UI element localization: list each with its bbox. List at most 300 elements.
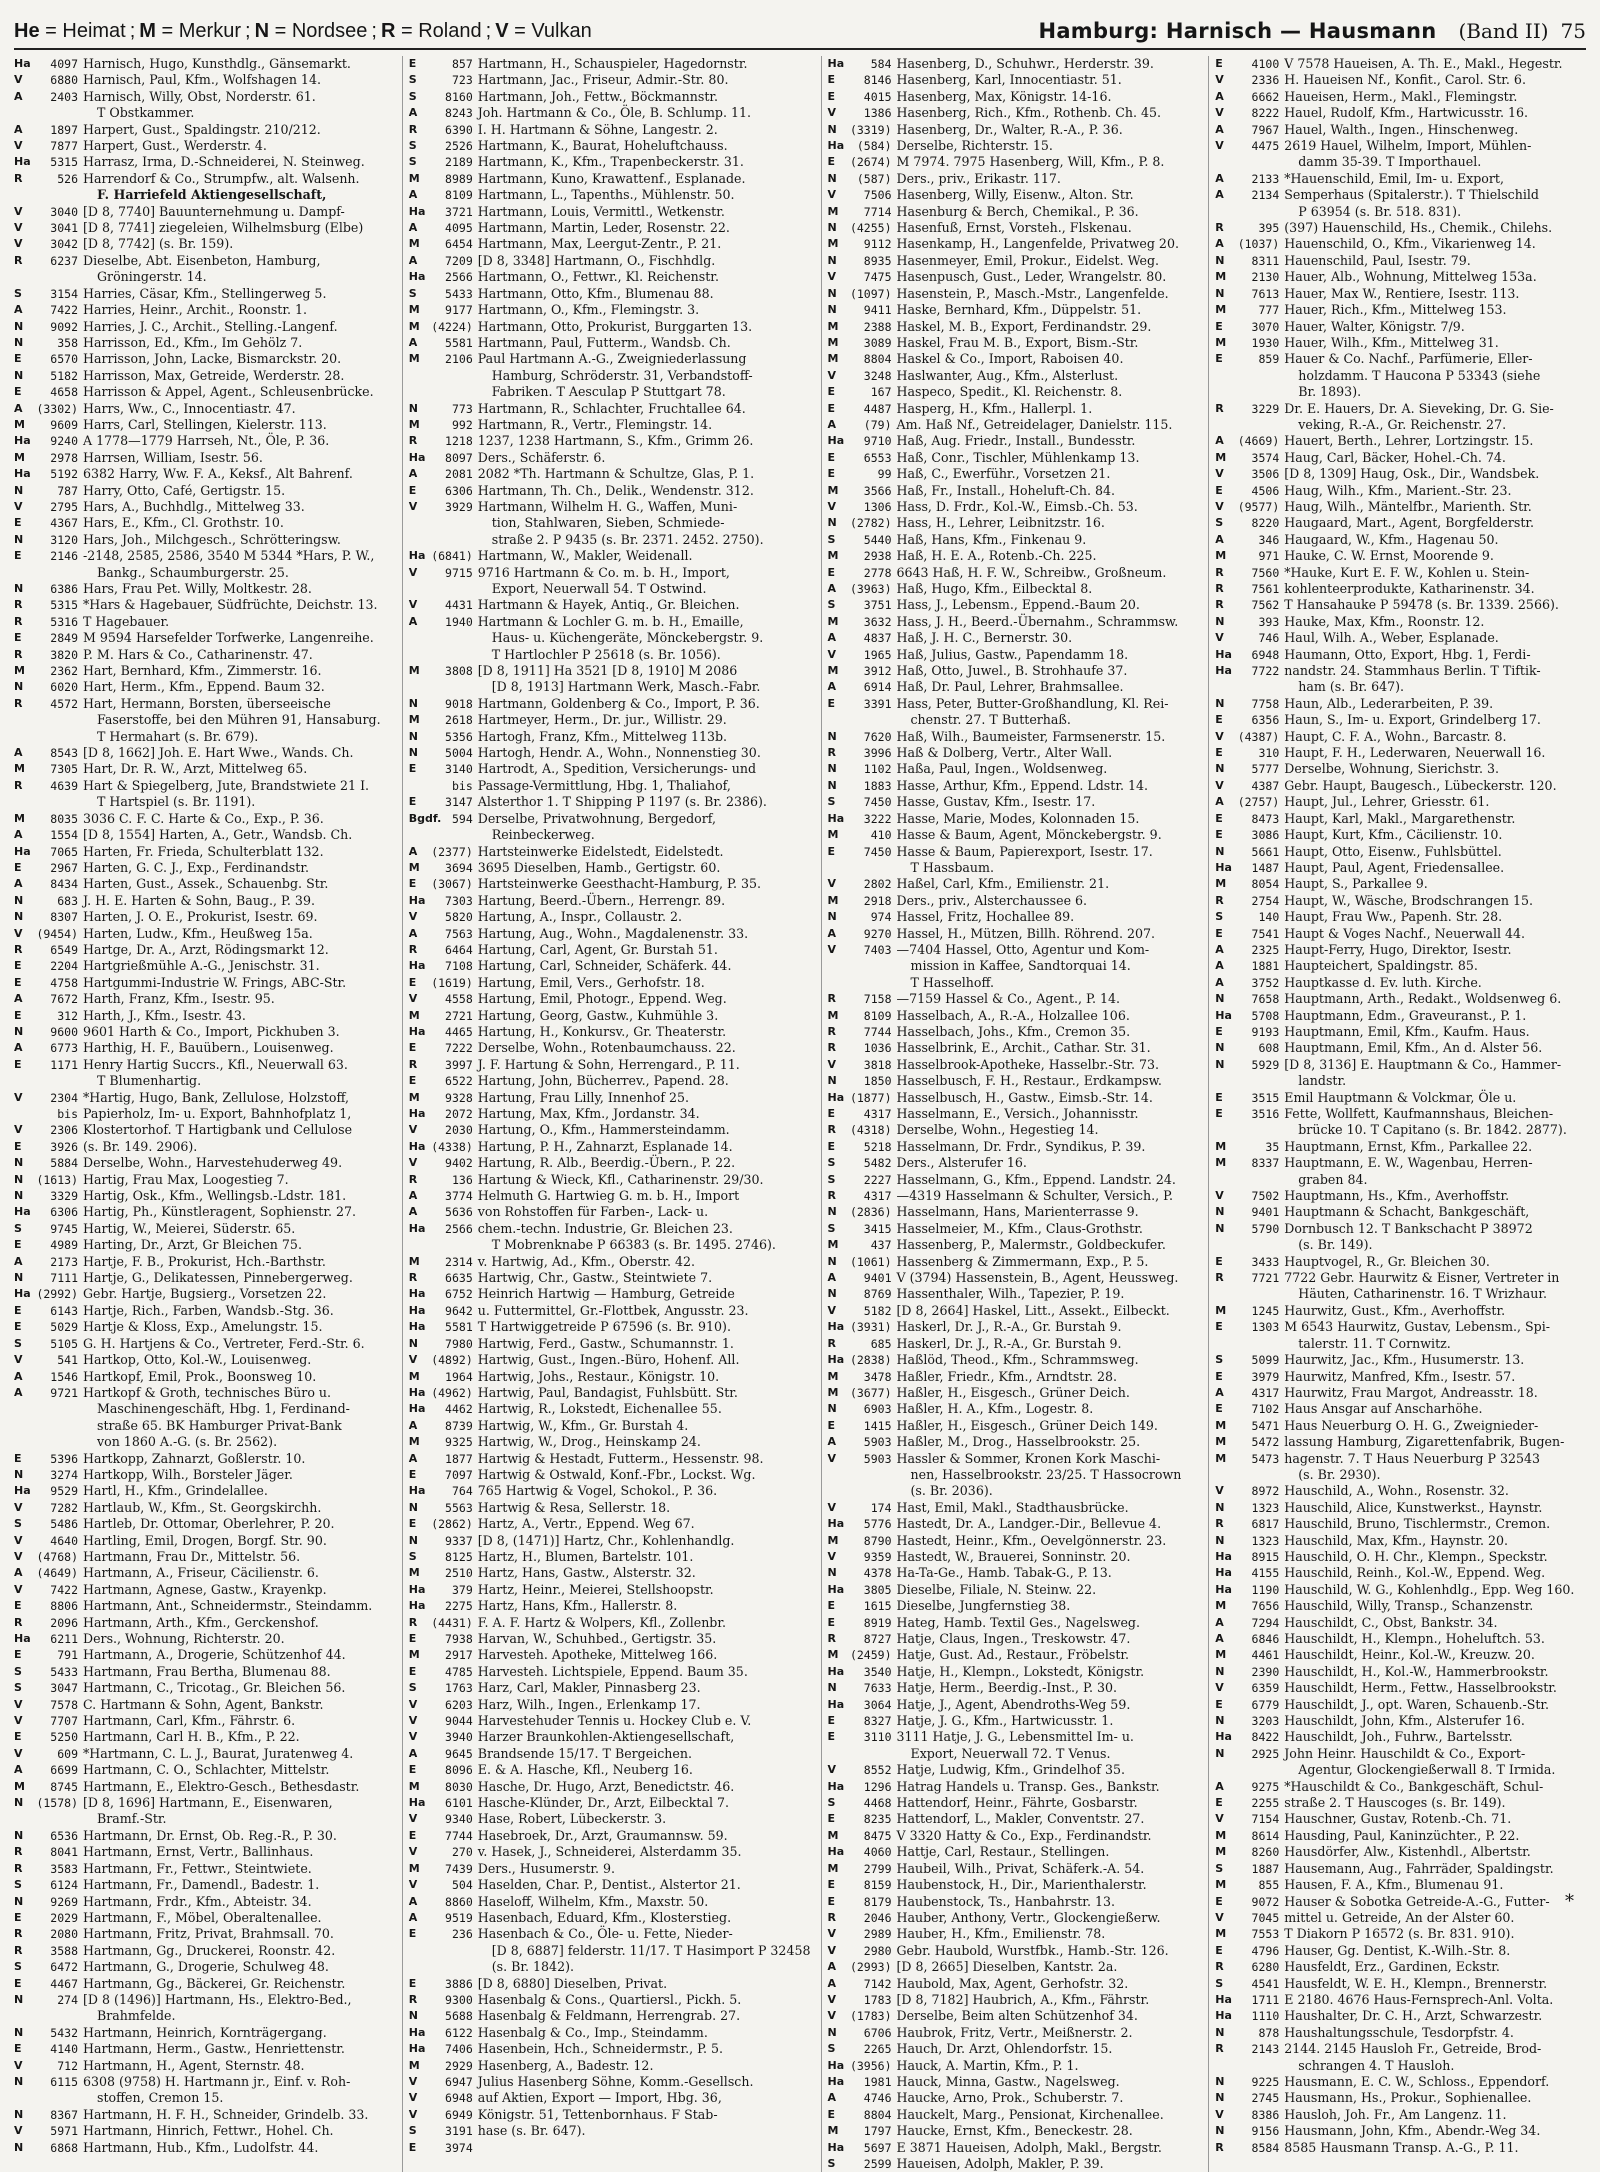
directory-entry bbox=[828, 105, 1199, 121]
directory-entry bbox=[409, 1615, 811, 1631]
entry-text: Hartig, Osk., Kfm., Wellingsb.-Ldstr. 181. bbox=[83, 1188, 347, 1204]
phone-number: 8769 bbox=[863, 1287, 892, 1302]
exchange-code: M bbox=[827, 319, 839, 333]
exchange-code: V bbox=[14, 1500, 23, 1514]
directory-entry bbox=[14, 1319, 392, 1335]
directory-entry bbox=[14, 1237, 392, 1253]
directory-entry bbox=[409, 1090, 811, 1106]
entry-text: Hartung, Beerd.-Übern., Herrengr. 89. bbox=[477, 892, 726, 908]
exchange-code: V bbox=[14, 1090, 23, 1104]
exchange-code: S bbox=[408, 155, 417, 169]
phone-number: (2838) bbox=[849, 1353, 892, 1368]
exchange-code: N bbox=[14, 1992, 24, 2006]
entry-text: Hauck, Minna, Gastw., Nagelsweg. bbox=[896, 2073, 1120, 2089]
exchange-code: Ha bbox=[408, 1582, 426, 1596]
directory-entry bbox=[14, 466, 392, 482]
exchange-code: R bbox=[1215, 2042, 1224, 2056]
exchange-code: V bbox=[827, 1451, 837, 1465]
exchange-code: N bbox=[1215, 2074, 1225, 2088]
entry-text: Harz, Wilh., Ingen., Erlenkamp 17. bbox=[477, 1696, 701, 1712]
entry-text: Harten, G. C. J., Exp., Ferdinandstr. bbox=[83, 859, 309, 875]
phone-number: 1850 bbox=[863, 1074, 892, 1089]
phone-number: 3540 bbox=[863, 1664, 892, 1679]
entry-text: Harth, J., Kfm., Isestr. 43. bbox=[83, 1007, 246, 1023]
directory-entry bbox=[828, 1090, 1199, 1106]
entry-text: Hart, Dr. R. W., Arzt, Mittelweg 65. bbox=[83, 761, 308, 777]
directory-entry bbox=[409, 1943, 811, 1959]
entry-text: Hasenstein, P., Masch.-Mstr., Langenfelde. bbox=[896, 285, 1169, 301]
directory-entry bbox=[828, 269, 1199, 285]
entry-text: Haug, Wilh., Kfm., Marient.-Str. 23. bbox=[1284, 482, 1512, 498]
directory-entry bbox=[409, 614, 811, 630]
directory-entry bbox=[828, 1369, 1199, 1385]
phone-number: 7672 bbox=[50, 992, 78, 1007]
phone-number bbox=[429, 1943, 478, 1959]
phone-number: 4317 bbox=[1251, 1385, 1280, 1400]
exchange-code: A bbox=[408, 1189, 418, 1203]
exchange-code: M bbox=[1215, 1418, 1227, 1432]
phone-number: 1306 bbox=[863, 499, 892, 514]
entry-text: von 1860 A.-G. (s. Br. 2562). bbox=[97, 1434, 278, 1450]
entry-text: Hartkopp, Wilh., Borsteler Jäger. bbox=[83, 1466, 293, 1482]
directory-entry bbox=[828, 1188, 1199, 1204]
phone-number: 1554 bbox=[50, 828, 78, 843]
exchange-code: M bbox=[827, 1008, 839, 1022]
exchange-code: A bbox=[14, 1254, 23, 1268]
directory-entry bbox=[828, 2041, 1199, 2057]
phone-number: (6841) bbox=[431, 549, 473, 564]
entry-text: Hartwig & Ostwald, Konf.-Fbr., Lockst. Wg. bbox=[477, 1466, 756, 1482]
phone-number: 609 bbox=[57, 1746, 78, 1761]
exchange-code: V bbox=[408, 565, 418, 579]
directory-entry bbox=[828, 1697, 1199, 1713]
exchange-code: V bbox=[1215, 778, 1224, 792]
entry-text: Harvan, W., Schuhbed., Gertigstr. 35. bbox=[477, 1631, 717, 1646]
exchange-code: A bbox=[408, 614, 418, 628]
phone-number: 5688 bbox=[445, 2009, 473, 2024]
exchange-code: M bbox=[1215, 1845, 1227, 1859]
exchange-code: S bbox=[408, 1549, 417, 1563]
directory-entry bbox=[828, 433, 1199, 449]
entry-text: Hauschildt, C., Obst, Bankstr. 34. bbox=[1284, 1614, 1498, 1630]
exchange-code: A bbox=[1215, 959, 1224, 973]
directory-entry bbox=[14, 204, 392, 220]
directory-entry bbox=[409, 1188, 811, 1204]
entry-text: Hasselbusch, H., Gastw., Eimsb.-Str. 14. bbox=[896, 1089, 1153, 1105]
exchange-code: A bbox=[1215, 89, 1224, 103]
phone-number: 5581 bbox=[445, 335, 473, 350]
entry-text: 6643 Haß, H. F. W., Schreibw., Großneum. bbox=[896, 564, 1167, 580]
phone-number: 723 bbox=[451, 73, 473, 88]
phone-number: 8989 bbox=[445, 171, 473, 186]
directory-entry bbox=[828, 56, 1199, 72]
entry-text: Hassenberg & Zimmermann, Exp., P. 5. bbox=[896, 1253, 1149, 1269]
exchange-code: V bbox=[408, 2091, 418, 2105]
directory-entry bbox=[828, 1270, 1199, 1286]
entry-text: Hauel, Rudolf, Kfm., Hartwicusstr. 16. bbox=[1284, 105, 1529, 121]
exchange-code: N bbox=[408, 1336, 418, 1350]
phone-number: 9112 bbox=[863, 237, 892, 252]
phone-number: 4468 bbox=[863, 1796, 892, 1811]
directory-entry bbox=[1215, 1401, 1586, 1417]
exchange-code: M bbox=[14, 811, 25, 825]
entry-text: Hasenbalg & Feldmann, Herrengrab. 27. bbox=[477, 2008, 741, 2024]
phone-number bbox=[1235, 368, 1284, 384]
directory-entry bbox=[409, 2074, 811, 2090]
phone-number bbox=[1235, 1762, 1284, 1778]
entry-text: Hartmann, Dr. Ernst, Ob. Reg.-R., P. 30. bbox=[83, 1827, 337, 1843]
directory-entry bbox=[828, 2156, 1199, 2172]
phone-number: 2566 bbox=[445, 1221, 473, 1236]
directory-entry bbox=[409, 1844, 811, 1860]
entry-text: Hartmann, A., Friseur, Cäcilienstr. 6. bbox=[83, 1565, 319, 1581]
directory-entry bbox=[14, 1844, 392, 1860]
phone-number bbox=[848, 958, 897, 974]
exchange-code: N bbox=[827, 516, 837, 530]
exchange-code: N bbox=[827, 778, 837, 792]
directory-entry bbox=[1215, 909, 1586, 925]
exchange-code: E bbox=[14, 959, 22, 973]
phone-number: 2030 bbox=[445, 1123, 473, 1138]
phone-number: 6306 bbox=[445, 483, 473, 498]
directory-entry bbox=[409, 696, 811, 712]
entry-text: Haupt, Frau Ww., Papenh. Str. 28. bbox=[1284, 909, 1503, 925]
directory-entry bbox=[409, 1500, 811, 1516]
phone-number: (3963) bbox=[849, 582, 892, 596]
directory-entry bbox=[1215, 2008, 1586, 2024]
exchange-code: E bbox=[14, 1730, 22, 1744]
directory-entry bbox=[828, 236, 1199, 252]
directory-entry bbox=[14, 1729, 392, 1745]
entry-text: 9716 Hartmann & Co. m. b. H., Import, bbox=[477, 564, 730, 580]
directory-entry bbox=[409, 269, 811, 285]
entry-text: Hauschild, A., Wohn., Rosenstr. 32. bbox=[1284, 1483, 1509, 1499]
entry-text: Hartmann, Goldenberg & Co., Import, P. 36. bbox=[477, 695, 760, 711]
directory-entry bbox=[828, 1221, 1199, 1237]
phone-number: 7439 bbox=[445, 1861, 473, 1876]
phone-number: 35 bbox=[1265, 1139, 1280, 1154]
phone-number: 7303 bbox=[445, 893, 473, 908]
exchange-code: R bbox=[408, 1271, 418, 1285]
exchange-code: E bbox=[408, 1828, 417, 1842]
entry-text: [D 8, 1911] Ha 3521 [D 8, 1910] M 2086 bbox=[477, 663, 738, 679]
phone-number: 8096 bbox=[445, 1763, 473, 1778]
exchange-code bbox=[409, 778, 429, 794]
exchange-code: V bbox=[408, 1878, 418, 1892]
entry-text: Hartmann, F., Möbel, Oberaltenallee. bbox=[83, 1909, 322, 1925]
phone-number: 1415 bbox=[863, 1418, 892, 1433]
phone-number: 1296 bbox=[863, 1779, 892, 1794]
exchange-code: M bbox=[408, 1566, 420, 1580]
phone-number: 2980 bbox=[863, 1943, 892, 1958]
directory-entry bbox=[828, 1008, 1199, 1024]
phone-number: (4338) bbox=[431, 1139, 473, 1154]
entry-text: Hartmann, Fritz, Privat, Brahmsall. 70. bbox=[83, 1926, 334, 1942]
exchange-code: E bbox=[1215, 713, 1223, 727]
directory-entry bbox=[1215, 1779, 1586, 1795]
phone-number: 7475 bbox=[863, 270, 892, 285]
phone-number bbox=[429, 581, 478, 597]
phone-number: 5486 bbox=[50, 1517, 78, 1532]
entry-text: Maschinengeschäft, Hbg. 1, Ferdinand- bbox=[97, 1401, 350, 1417]
entry-text: Hartmann, H., Schauspieler, Hagedornstr. bbox=[477, 56, 748, 71]
directory-entry bbox=[828, 220, 1199, 236]
phone-number: 7553 bbox=[1251, 1927, 1280, 1942]
entry-text: Paul Hartmann A.-G., Zweigniederlassung bbox=[477, 351, 747, 367]
entry-text: Hartung & Wieck, Kfl., Catharinenstr. 29/30. bbox=[477, 1171, 764, 1187]
entry-text: T Obstkammer. bbox=[97, 105, 195, 121]
legend-label: Nordsee bbox=[291, 19, 368, 42]
entry-text: 9601 Harth & Co., Import, Pickhuben 3. bbox=[83, 1023, 340, 1039]
directory-entry bbox=[828, 1172, 1199, 1188]
exchange-code: S bbox=[1215, 1861, 1224, 1875]
exchange-code bbox=[1215, 1172, 1235, 1188]
entry-text: Derselbe, Wohn., Harvestehuderweg 49. bbox=[83, 1155, 343, 1171]
directory-entry bbox=[828, 991, 1199, 1007]
phone-number: 8434 bbox=[50, 877, 78, 892]
exchange-code: M bbox=[827, 335, 839, 349]
entry-text: Haß, Fr., Install., Hoheluft-Ch. 84. bbox=[896, 482, 1116, 498]
directory-entry bbox=[1215, 811, 1586, 827]
directory-entry bbox=[828, 253, 1199, 269]
entry-text: Hartmann, Th. Ch., Delik., Wendenstr. 312. bbox=[477, 482, 754, 498]
exchange-code: E bbox=[14, 549, 22, 563]
entry-text: Bankg., Schaumburgerstr. 25. bbox=[97, 564, 289, 580]
entry-text: Haupt, Jul., Lehrer, Griesstr. 61. bbox=[1284, 794, 1490, 810]
entry-text: holzdamm. T Haucona P 53343 (siehe bbox=[1298, 367, 1541, 383]
exchange-code: Ha bbox=[408, 1599, 426, 1613]
phone-number: 6662 bbox=[1251, 89, 1280, 104]
phone-number: bis bbox=[57, 1107, 78, 1121]
directory-entry bbox=[828, 335, 1199, 351]
phone-number: 7102 bbox=[1251, 1402, 1280, 1417]
phone-number: 6549 bbox=[50, 942, 78, 957]
legend-label: Roland bbox=[418, 19, 482, 42]
directory-entry bbox=[14, 1795, 392, 1811]
entry-text: Harz, Carl, Makler, Pinnasberg 23. bbox=[477, 1680, 701, 1696]
phone-number: 2255 bbox=[1251, 1796, 1280, 1811]
entry-text: Hauke, C. W. Ernst, Moorende 9. bbox=[1284, 548, 1494, 564]
entry-text: Reinbeckerweg. bbox=[491, 827, 595, 843]
phone-number: 541 bbox=[57, 1353, 78, 1368]
phone-number: 1487 bbox=[1251, 860, 1280, 875]
directory-entry bbox=[828, 483, 1199, 499]
phone-number: 3041 bbox=[50, 221, 78, 236]
entry-text: 6382 Harry, Ww. F. A., Keksf., Alt Bahrenf. bbox=[83, 466, 353, 482]
directory-entry bbox=[828, 729, 1199, 745]
phone-number: 3154 bbox=[50, 286, 78, 301]
phone-number: (3931) bbox=[849, 1320, 892, 1335]
phone-number: 8035 bbox=[50, 811, 78, 826]
entry-text: Derselbe, Privatwohnung, Bergedorf, bbox=[477, 810, 716, 826]
directory-entry bbox=[1215, 1172, 1586, 1188]
phone-number: 9325 bbox=[445, 1435, 473, 1450]
phone-number bbox=[429, 384, 478, 400]
phone-number: (4431) bbox=[431, 1615, 473, 1630]
directory-entry bbox=[14, 89, 392, 105]
phone-number: 1323 bbox=[1251, 1533, 1280, 1548]
phone-number bbox=[1235, 1073, 1284, 1089]
exchange-code: A bbox=[1215, 434, 1224, 448]
exchange-code: A bbox=[1215, 188, 1224, 202]
exchange-code: M bbox=[827, 237, 839, 251]
exchange-code bbox=[1215, 679, 1235, 695]
entry-text: Hartmeyer, Herm., Dr. jur., Willistr. 29. bbox=[477, 712, 727, 728]
directory-entry bbox=[1215, 466, 1586, 482]
entry-text: Haskel, M. B., Export, Ferdinandstr. 29. bbox=[896, 318, 1152, 334]
entry-text: Hartwig, Ferd., Gastw., Schumannstr. 1. bbox=[477, 1335, 734, 1351]
directory-entry bbox=[828, 1057, 1199, 1073]
directory-entry bbox=[409, 1319, 811, 1335]
entry-text: Hasenberg, A., Badestr. 12. bbox=[477, 2057, 654, 2073]
exchange-code: A bbox=[408, 221, 418, 235]
exchange-code: M bbox=[1215, 1435, 1227, 1449]
entry-text: Harrisson, Ed., Kfm., Im Gehölz 7. bbox=[83, 334, 303, 350]
exchange-code: E bbox=[827, 73, 836, 87]
exchange-code: Ha bbox=[408, 2025, 426, 2039]
exchange-code: V bbox=[1215, 139, 1224, 153]
directory-entry bbox=[828, 893, 1199, 909]
entry-text: Hasselmann, G., Kfm., Eppend. Landstr. 24. bbox=[896, 1171, 1176, 1187]
phone-number: 2336 bbox=[1251, 73, 1280, 88]
directory-entry bbox=[828, 1139, 1199, 1155]
directory-entry bbox=[1215, 1664, 1586, 1680]
exchange-code: V bbox=[1215, 1681, 1224, 1695]
exchange-code: S bbox=[408, 286, 417, 300]
directory-entry bbox=[14, 154, 392, 170]
entry-text: Haß, Julius, Gastw., Papendamm 18. bbox=[896, 646, 1129, 662]
exchange-code bbox=[14, 1106, 34, 1122]
directory-entry bbox=[1215, 597, 1586, 613]
directory-entry bbox=[14, 1139, 392, 1155]
entry-text: Hartig, Frau Max, Loogestieg 7. bbox=[83, 1171, 289, 1187]
exchange-code: M bbox=[1215, 1451, 1227, 1465]
phone-number bbox=[1235, 384, 1284, 400]
directory-entry bbox=[409, 1483, 811, 1499]
phone-number: 8386 bbox=[1251, 2107, 1280, 2122]
phone-number: 1965 bbox=[863, 647, 892, 662]
exchange-code: V bbox=[408, 499, 418, 513]
entry-text: Hartz, Hans, Kfm., Hallerstr. 8. bbox=[477, 1598, 678, 1614]
phone-number bbox=[34, 729, 83, 745]
entry-text: F. A. F. Hartz & Wolpers, Kfl., Zollenbr. bbox=[477, 1614, 727, 1630]
directory-entry bbox=[828, 1401, 1199, 1417]
directory-entry bbox=[828, 1713, 1199, 1729]
phone-number: 2146 bbox=[50, 549, 78, 564]
phone-number: 2754 bbox=[1251, 893, 1280, 908]
phone-number: 8327 bbox=[863, 1714, 892, 1729]
directory-entry bbox=[1215, 1729, 1586, 1745]
phone-number: 3120 bbox=[50, 532, 78, 547]
exchange-code: V bbox=[827, 1927, 837, 1941]
entry-text: Hartmann, R., Schlachter, Fruchtallee 64. bbox=[477, 400, 746, 416]
exchange-code: E bbox=[14, 1910, 22, 1924]
phone-number: 608 bbox=[1258, 1041, 1280, 1056]
directory-entry bbox=[409, 2123, 811, 2139]
exchange-code: R bbox=[14, 171, 23, 185]
phone-number: 4462 bbox=[445, 1402, 473, 1417]
directory-entry bbox=[1215, 1467, 1586, 1483]
exchange-code: S bbox=[408, 73, 417, 87]
entry-text: Hausloh, Joh. Fr., Am Langenz. 11. bbox=[1284, 2106, 1507, 2122]
exchange-code: R bbox=[14, 598, 23, 612]
directory-entry bbox=[828, 351, 1199, 367]
entry-text: Hartje, F. B., Prokurist, Hch.-Barthstr. bbox=[83, 1253, 326, 1269]
phone-number: 8220 bbox=[1251, 516, 1280, 531]
entry-text: Export, Neuerwall 54. T Ostwind. bbox=[491, 581, 707, 596]
entry-text: Harten, Ludw., Kfm., Heußweg 15a. bbox=[83, 925, 313, 941]
phone-number: 3694 bbox=[445, 860, 473, 875]
directory-entry bbox=[409, 154, 811, 170]
phone-number: 8972 bbox=[1251, 1484, 1280, 1499]
exchange-code: N bbox=[14, 319, 24, 333]
entry-text: Hasche, Dr. Hugo, Arzt, Benedictstr. 46. bbox=[477, 1778, 735, 1794]
directory-entry bbox=[14, 1352, 392, 1368]
phone-number: 8337 bbox=[1251, 1156, 1280, 1171]
entry-text: damm 35-39. T Importhauel. bbox=[1298, 154, 1482, 170]
entry-text: Hattendorf, L., Makler, Conventstr. 27. bbox=[896, 1811, 1145, 1827]
directory-entry bbox=[14, 1024, 392, 1040]
volume-label: (Band II) bbox=[1458, 19, 1549, 43]
exchange-code: A bbox=[408, 844, 418, 858]
exchange-code: M bbox=[408, 352, 420, 366]
entry-text: Hassenthaler, Wilh., Tapezier, P. 19. bbox=[896, 1286, 1125, 1302]
entry-text: mission in Kaffee, Sandtorquai 14. bbox=[910, 958, 1131, 974]
exchange-code: S bbox=[14, 1517, 22, 1531]
directory-entry bbox=[14, 1369, 392, 1385]
entry-text: Harpert, Gust., Werderstr. 4. bbox=[83, 138, 267, 154]
entry-text: Hauer, Walter, Königstr. 7/9. bbox=[1284, 318, 1465, 334]
entry-text: nandstr. 24. Stammhaus Berlin. T Tiftik- bbox=[1284, 663, 1541, 679]
directory-entry bbox=[1215, 401, 1586, 417]
exchange-code: R bbox=[1215, 401, 1224, 415]
phone-number: 3229 bbox=[1251, 401, 1280, 416]
entry-text: Fabriken. T Aesculap P Stuttgart 78. bbox=[491, 384, 726, 400]
entry-text: Haurwitz, Frau Margot, Andreasstr. 18. bbox=[1284, 1384, 1538, 1400]
exchange-code: A bbox=[1215, 1779, 1224, 1793]
directory-entry bbox=[14, 483, 392, 499]
exchange-code: V bbox=[14, 1582, 23, 1596]
phone-number: 5636 bbox=[445, 1205, 473, 1220]
directory-entry bbox=[1215, 1369, 1586, 1385]
phone-number: 5971 bbox=[50, 2124, 78, 2139]
entry-text: [D 8, 1696] Hartmann, E., Eisenwaren, bbox=[83, 1795, 333, 1811]
phone-number: 6306 bbox=[50, 1205, 78, 1220]
phone-number: 2306 bbox=[50, 1123, 78, 1138]
phone-number: 3191 bbox=[445, 2124, 473, 2139]
directory-entry bbox=[14, 302, 392, 318]
phone-number bbox=[34, 1073, 83, 1089]
directory-entry bbox=[1215, 384, 1586, 400]
entry-text: Haspeco, Spedit., Kl. Reichenstr. 8. bbox=[896, 384, 1123, 400]
phone-number: 1883 bbox=[863, 778, 892, 793]
exchange-code: N bbox=[827, 286, 837, 300]
entry-text: Hass, D. Frdr., Kol.-W., Eimsb.-Ch. 53. bbox=[896, 498, 1138, 514]
phone-number: (1578) bbox=[36, 1796, 78, 1811]
directory-entry bbox=[1215, 187, 1586, 203]
directory-entry bbox=[1215, 1057, 1586, 1073]
exchange-code: M bbox=[827, 352, 839, 366]
directory-entry bbox=[409, 565, 811, 581]
directory-entry bbox=[409, 1122, 811, 1138]
exchange-code: M bbox=[408, 664, 420, 678]
directory-entry bbox=[409, 1516, 811, 1532]
phone-number: 9092 bbox=[50, 319, 78, 334]
phone-number: 136 bbox=[451, 1172, 473, 1187]
entry-text: Harrasz, Irma, D.-Schneiderei, N. Steinweg. bbox=[83, 154, 365, 170]
exchange-code bbox=[409, 679, 429, 695]
directory-entry bbox=[1215, 236, 1586, 252]
